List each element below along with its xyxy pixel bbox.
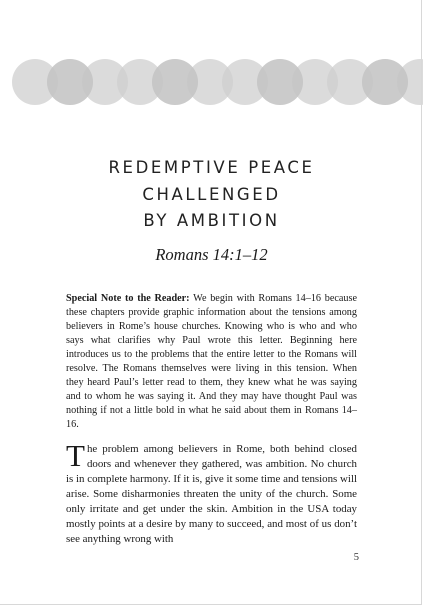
drop-cap: T: [66, 438, 85, 473]
chapter-title-line-2: CHALLENGED: [142, 184, 281, 204]
page-number: 5: [353, 552, 359, 563]
chapter-title-line-3: BY AMBITION: [143, 211, 280, 230]
scripture-reference: Romans 14:1–12: [155, 245, 268, 264]
special-note-lead: Special Note to the Reader:: [66, 293, 190, 304]
special-note-text: We begin with Romans 14–16 because these chapters provide graphic information about the tensions among believers in Rome’s house churches. Knowing who is who and who says what clarifies why Paul wrote this letter. Beginning here introduces us to the problems that the entire letter to the Romans will resolve. The Romans themselves were living in this tension. When they heard Paul’s letter read to them, they knew what he was saying and to whom he was saying it. And they may have thought Paul was nothing if not a little bold in what he said about them in Romans 14–16.: [66, 293, 358, 430]
circle-band-graphic: [0, 58, 423, 106]
body-paragraph: [66, 438, 357, 547]
chapter-title: [0, 155, 423, 235]
special-note: [66, 292, 357, 432]
decorative-circle-band: [0, 58, 423, 106]
chapter-title-line-1: REDEMPTIVE PEACE: [108, 158, 315, 177]
body-paragraph-text: he problem among believers in Rome, both behind closed doors and whenever they gathered, was ambition. No church is in complete harmony. If it is, give it some time and tensions will arise. Some disharmonies threaten the unity of the church. Some only irritate and get under the skin. Ambition in the USA today mostly points at a desire by many to succeed, and most of us don’t see anything wrong with: [66, 443, 357, 545]
